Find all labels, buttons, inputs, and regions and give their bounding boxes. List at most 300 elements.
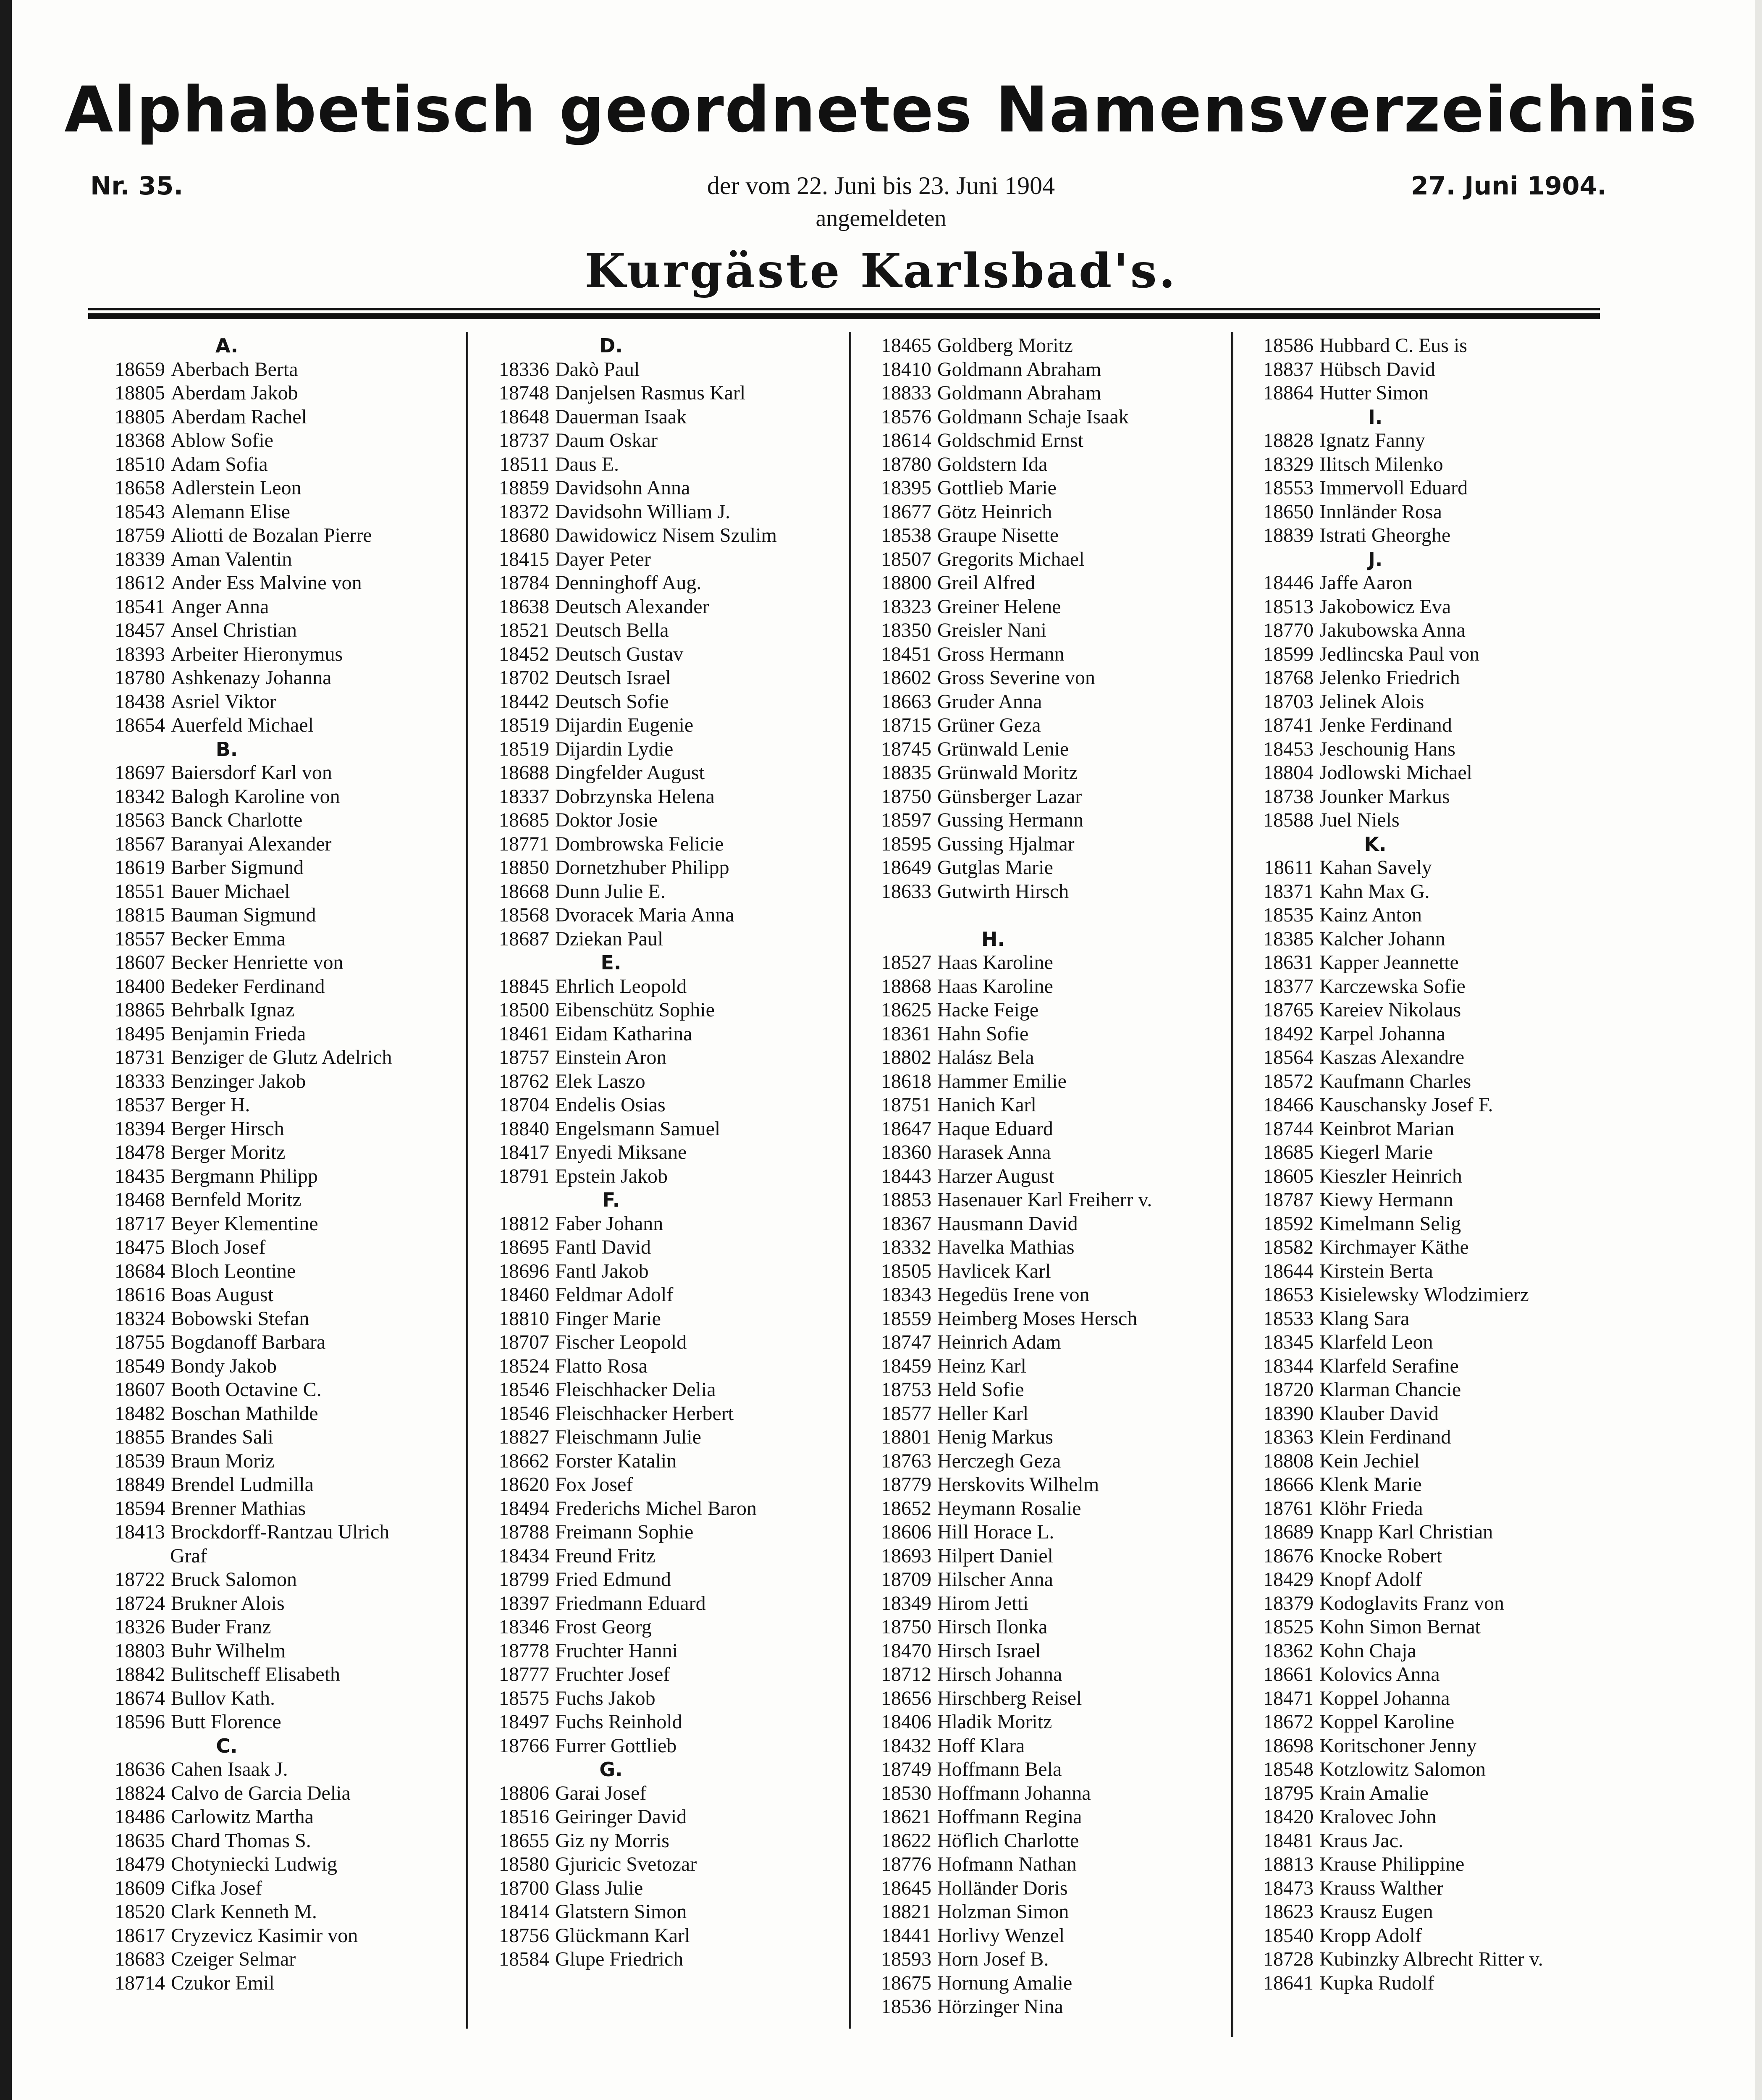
entry-name: Dziekan Paul [555, 927, 663, 950]
entry-name: Bobowski Stefan [171, 1307, 309, 1330]
entry-number: 18371 [1263, 880, 1314, 903]
entry-number: 18803 [115, 1639, 165, 1662]
entry-number: 18597 [881, 809, 931, 831]
entry-number: 18611 [1264, 856, 1314, 879]
section-letter: J. [1368, 548, 1383, 571]
entry-name: Goldmann Abraham [937, 358, 1101, 381]
entry-number: 18748 [499, 382, 549, 404]
entry-name: Kaufmann Charles [1319, 1070, 1471, 1092]
entry-number: 18530 [881, 1782, 931, 1804]
entry-number: 18349 [881, 1592, 931, 1614]
section-letter: H. [981, 927, 1005, 950]
list-item [1239, 595, 1608, 619]
entry-name: Kein Jechiel [1319, 1449, 1420, 1472]
entry-name: Chotyniecki Ludwig [171, 1853, 337, 1875]
entry-number: 18680 [499, 524, 549, 546]
entry-number: 18791 [499, 1165, 549, 1187]
entry-number: 18505 [881, 1260, 931, 1282]
entry-number: 18827 [499, 1426, 549, 1448]
entry-number: 18756 [499, 1924, 549, 1947]
entry-name: Kainz Anton [1319, 904, 1422, 926]
entry-number: 18750 [881, 785, 931, 808]
list-item [475, 500, 844, 524]
entry-number: 18859 [499, 477, 549, 499]
list-item [1239, 1615, 1608, 1639]
entry-name: Hacke Feige [937, 999, 1039, 1021]
list-item [1239, 1687, 1608, 1711]
entry-number: 18697 [115, 761, 165, 784]
entry-name: Ehrlich Leopold [555, 975, 687, 998]
list-item [857, 1615, 1226, 1639]
entry-number: 18553 [1263, 477, 1314, 499]
entry-name: Henig Markus [937, 1426, 1053, 1448]
entry-number: 18812 [499, 1212, 549, 1235]
entry-name: Jelenko Friedrich [1319, 667, 1460, 689]
header-rule-thick [88, 313, 1600, 319]
entry-name: Cryzevicz Kasimir von [171, 1924, 358, 1947]
entry-number: 18584 [499, 1948, 549, 1970]
list-item [1239, 1829, 1608, 1853]
entry-name: Daum Oskar [555, 429, 658, 452]
list-item [1239, 1924, 1608, 1948]
entry-name: Istrati Gheorghe [1319, 524, 1451, 546]
entry-number: 18595 [881, 832, 931, 855]
list-item [857, 1236, 1226, 1260]
list-item [1239, 643, 1608, 667]
list-item [857, 1639, 1226, 1663]
entry-number: 18536 [881, 1995, 931, 2018]
entry-name: Dijardin Eugenie [555, 714, 694, 736]
list-item [90, 619, 460, 643]
list-item [475, 1449, 844, 1473]
entry-name: Innländer Rosa [1319, 500, 1442, 523]
entry-name: Beyer Klementine [171, 1212, 318, 1235]
entry-name: Hutter Simon [1319, 382, 1429, 404]
list-item [475, 1663, 844, 1687]
list-item [475, 1402, 844, 1426]
entry-number: 18722 [115, 1568, 165, 1591]
list-item [1239, 1093, 1608, 1117]
entry-number: 18345 [1263, 1331, 1314, 1353]
entry-number: 18333 [115, 1070, 165, 1092]
entry-number: 18753 [881, 1378, 931, 1401]
entry-number: 18432 [881, 1734, 931, 1757]
entry-name: Glass Julie [555, 1877, 643, 1899]
entry-number: 18685 [499, 809, 549, 831]
entry-name: Deutsch Israel [555, 667, 671, 689]
list-item [1239, 880, 1608, 904]
list-item [1239, 1022, 1608, 1046]
list-item [857, 595, 1226, 619]
entry-number: 18420 [1263, 1806, 1314, 1828]
entry-name: Grüner Geza [937, 714, 1041, 736]
entry-name: Eibenschütz Sophie [555, 999, 715, 1021]
section-letter: B. [215, 738, 238, 761]
entry-name: Krauss Walther [1319, 1877, 1444, 1899]
list-item [90, 1236, 460, 1260]
list-item [857, 1307, 1226, 1331]
list-item [857, 476, 1226, 500]
list-item [1239, 1354, 1608, 1378]
list-item [475, 714, 844, 738]
entry-name: Epstein Jakob [555, 1165, 668, 1187]
entry-number: 18350 [881, 619, 931, 641]
list-item [475, 1948, 844, 1971]
entry-number: 18400 [115, 975, 165, 998]
entry-number: 18546 [499, 1402, 549, 1425]
entry-number: 18724 [115, 1592, 165, 1614]
entry-name: Hasenauer Karl Freiherr v. [937, 1189, 1152, 1211]
entry-name: Hoffmann Johanna [937, 1782, 1091, 1804]
entry-name: Giz ny Morris [555, 1829, 669, 1852]
entry-name: Bruck Salomon [171, 1568, 297, 1591]
entry-name: Bulitscheff Elisabeth [171, 1663, 341, 1685]
entry-name: Freimann Sophie [555, 1521, 694, 1543]
entry-number: 18784 [499, 572, 549, 594]
entry-name: Krain Amalie [1319, 1782, 1429, 1804]
list-item [475, 405, 844, 429]
list-item [1239, 1307, 1608, 1331]
entry-name: Hirom Jetti [937, 1592, 1029, 1614]
entry-name: Kahan Savely [1319, 856, 1432, 879]
entry-number: 18684 [115, 1260, 165, 1282]
page-title: Alphabetisch geordnetes Namensverzeichnis [64, 74, 1698, 147]
column-divider-2 [849, 332, 851, 2029]
list-item [857, 690, 1226, 714]
entry-name: Kirchmayer Käthe [1319, 1236, 1469, 1258]
entry-name: Karczewska Sofie [1319, 975, 1466, 998]
list-item [857, 1473, 1226, 1497]
entry-name: Hanich Karl [937, 1094, 1036, 1116]
entry-number: 18470 [881, 1639, 931, 1662]
list-item [90, 714, 460, 738]
entry-number: 18563 [115, 809, 165, 831]
entry-number: 18750 [881, 1616, 931, 1638]
list-item [1239, 1544, 1608, 1568]
entry-name: Gussing Hjalmar [937, 832, 1075, 855]
entry-name: Fleischmann Julie [555, 1426, 701, 1448]
entry-number: 18659 [115, 358, 165, 381]
entry-name: Krause Philippine [1319, 1853, 1465, 1875]
entry-name: Horlivy Wenzel [937, 1924, 1065, 1947]
list-item [475, 453, 844, 477]
list-item [857, 1212, 1226, 1236]
entry-number: 18377 [1263, 975, 1314, 998]
entry-name: Jaffe Aaron [1319, 572, 1413, 594]
list-item [90, 1639, 460, 1663]
entry-name: Gutwirth Hirsch [937, 880, 1069, 903]
list-item [475, 524, 844, 548]
entry-name: Elek Laszo [555, 1070, 645, 1092]
entry-number: 18778 [499, 1639, 549, 1662]
list-item [857, 1117, 1226, 1141]
entry-name: Dornetzhuber Philipp [555, 856, 729, 879]
list-item [1239, 856, 1608, 880]
entry-number: 18868 [881, 975, 931, 998]
entry-name: Götz Heinrich [937, 500, 1052, 523]
entry-name: Alemann Elise [171, 500, 290, 523]
column-divider-1 [466, 332, 468, 2029]
entry-name: Endelis Osias [555, 1094, 666, 1116]
entry-name: Hirsch Israel [937, 1639, 1041, 1662]
entry-number: 18543 [115, 500, 165, 523]
entry-number: 18648 [499, 405, 549, 428]
entry-name: Gutglas Marie [937, 856, 1053, 879]
entry-number: 18368 [115, 429, 165, 452]
entry-name: Aman Valentin [171, 548, 292, 570]
list-item [1239, 1236, 1608, 1260]
list-item [90, 1378, 460, 1402]
entry-number: 18787 [1263, 1189, 1314, 1211]
entry-number: 18618 [881, 1070, 931, 1092]
entry-number: 18865 [115, 999, 165, 1021]
entry-name: Koppel Karoline [1319, 1711, 1455, 1733]
list-item [90, 500, 460, 524]
entry-number: 18650 [1263, 500, 1314, 523]
column-divider-3 [1231, 332, 1233, 2037]
entry-number: 18572 [1263, 1070, 1314, 1092]
entry-number: 18675 [881, 1971, 931, 1994]
entry-number: 18549 [115, 1354, 165, 1377]
entry-number: 18438 [115, 690, 165, 713]
list-item [475, 1378, 844, 1402]
entry-number: 18616 [115, 1284, 165, 1306]
entry-number: 18520 [115, 1900, 165, 1923]
entry-name: Eidam Katharina [555, 1022, 692, 1045]
entry-number: 18658 [115, 477, 165, 499]
list-item [90, 903, 460, 927]
entry-name: Hirschberg Reisel [937, 1687, 1082, 1709]
entry-name: Bloch Leontine [171, 1260, 296, 1282]
list-item [1239, 1877, 1608, 1900]
entry-number: 18850 [499, 856, 549, 879]
list-item [1239, 1971, 1608, 1995]
entry-number: 18768 [1263, 667, 1314, 689]
entry-name: Kimelmann Selig [1319, 1212, 1461, 1235]
entry-name: Ansel Christian [171, 619, 297, 641]
entry-name: Kubinzky Albrecht Ritter v. [1319, 1948, 1543, 1970]
entry-number: 18647 [881, 1117, 931, 1140]
entry-number: 18620 [499, 1473, 549, 1496]
entry-name: Haas Karoline [937, 975, 1053, 998]
entry-name: Kropp Adolf [1319, 1924, 1422, 1947]
entry-name: Ander Ess Malvine von [171, 572, 362, 594]
entry-name: Klöhr Frieda [1319, 1497, 1423, 1520]
entry-name: Fruchter Josef [555, 1663, 670, 1685]
entry-name: Cifka Josef [171, 1877, 262, 1899]
list-item [475, 1022, 844, 1046]
entry-number: 18360 [881, 1141, 931, 1163]
entry-number: 18704 [499, 1094, 549, 1116]
list-item [90, 1520, 460, 1544]
list-item [475, 643, 844, 667]
column-gap [857, 903, 1226, 927]
list-item [475, 1877, 844, 1900]
list-item [90, 998, 460, 1022]
announced-label: angemeldeten [815, 205, 947, 231]
entry-number: 18749 [881, 1758, 931, 1780]
entry-number: 18535 [1263, 904, 1314, 926]
list-item [90, 1568, 460, 1592]
entry-number: 18372 [499, 500, 549, 523]
list-item [90, 1615, 460, 1639]
entry-number: 18621 [881, 1806, 931, 1828]
entry-number: 18414 [499, 1900, 549, 1923]
entry-number: 18602 [881, 667, 931, 689]
list-item [90, 1307, 460, 1331]
list-item [475, 832, 844, 856]
entry-name: Fischer Leopold [555, 1331, 687, 1353]
entry-number: 18677 [881, 500, 931, 523]
list-item [1239, 1663, 1608, 1687]
entry-number: 18344 [1263, 1354, 1314, 1377]
entry-name: Czukor Emil [171, 1971, 275, 1994]
entry-number: 18835 [881, 761, 931, 784]
entry-name: Davidsohn Anna [555, 477, 690, 499]
list-item [90, 1473, 460, 1497]
entry-name: Dawidowicz Nisem Szulim [555, 524, 777, 546]
list-item [90, 453, 460, 477]
entry-name: Brandes Sali [171, 1426, 273, 1448]
entry-number: 18442 [499, 690, 549, 713]
entry-name: Berger Hirsch [171, 1117, 284, 1140]
entry-name: Fuchs Reinhold [555, 1711, 682, 1733]
list-item [90, 1141, 460, 1165]
entry-name: Adam Sofia [171, 453, 268, 475]
list-item [857, 1877, 1226, 1900]
entry-number: 18521 [499, 619, 549, 641]
entry-number: 18738 [1263, 785, 1314, 808]
list-item [1239, 619, 1608, 643]
list-item [90, 927, 460, 951]
entry-number: 18703 [1263, 690, 1314, 713]
list-item [1239, 453, 1608, 477]
list-item [1239, 1592, 1608, 1616]
entry-name: Klauber David [1319, 1402, 1439, 1425]
entry-number: 18453 [1263, 738, 1314, 760]
list-item [1239, 1212, 1608, 1236]
list-item [475, 619, 844, 643]
entry-name: Gross Severine von [937, 667, 1095, 689]
entry-number: 18511 [499, 453, 549, 475]
entry-number: 18367 [881, 1212, 931, 1235]
entry-name: Holländer Doris [937, 1877, 1068, 1899]
entry-name: Danjelsen Rasmus Karl [555, 382, 746, 404]
entry-name: Hoffmann Regina [937, 1806, 1082, 1828]
entry-name: Kapper Jeannette [1319, 951, 1459, 974]
list-item [475, 1473, 844, 1497]
list-item [475, 1425, 844, 1449]
entry-name: Doktor Josie [555, 809, 658, 831]
list-item [857, 1948, 1226, 1971]
entry-number: 18755 [115, 1331, 165, 1353]
entry-number: 18410 [881, 358, 931, 381]
entry-name: Kodoglavits Franz von [1319, 1592, 1504, 1614]
entry-number: 18625 [881, 999, 931, 1021]
entry-name: Finger Marie [555, 1307, 661, 1330]
list-item [1239, 1473, 1608, 1497]
entry-name: Kralovec John [1319, 1806, 1437, 1828]
entry-name: Hoff Klara [937, 1734, 1025, 1757]
list-item [475, 1070, 844, 1094]
list-item [857, 714, 1226, 738]
entry-number: 18500 [499, 999, 549, 1021]
entry-number: 18473 [1263, 1877, 1314, 1899]
list-item [857, 1093, 1226, 1117]
list-item [857, 405, 1226, 429]
list-item [1239, 1402, 1608, 1426]
entry-name: Karpel Johanna [1319, 1022, 1445, 1045]
entry-number: 18507 [881, 548, 931, 570]
entry-name: Aliotti de Bozalan Pierre [171, 524, 372, 546]
entry-name: Aberdam Rachel [171, 405, 307, 428]
entry-number: 18712 [881, 1663, 931, 1685]
list-item [857, 1260, 1226, 1284]
entry-name: Kotzlowitz Salomon [1319, 1758, 1486, 1780]
entry-number: 18779 [881, 1473, 931, 1496]
list-item [475, 1924, 844, 1948]
entry-name: Dingfelder August [555, 761, 705, 784]
entry-number: 18668 [499, 880, 549, 903]
entry-number: 18363 [1263, 1426, 1314, 1448]
list-item [90, 548, 460, 572]
list-item [90, 1425, 460, 1449]
entry-number: 18808 [1263, 1449, 1314, 1472]
entry-number: 18495 [115, 1022, 165, 1045]
entry-name: Bloch Josef [171, 1236, 266, 1258]
entry-name: Hirsch Johanna [937, 1663, 1062, 1685]
entry-name: Denninghoff Aug. [555, 572, 702, 594]
list-item [857, 1687, 1226, 1711]
list-item [90, 1971, 460, 1995]
entry-number: 18513 [1263, 595, 1314, 618]
list-item [475, 1639, 844, 1663]
list-item [90, 1070, 460, 1094]
list-item [475, 1331, 844, 1354]
issue-number: Nr. 35. [90, 171, 184, 201]
entry-name: Buder Franz [171, 1616, 271, 1638]
entry-number: 18362 [1263, 1639, 1314, 1662]
entry-name: Bergmann Philipp [171, 1165, 318, 1187]
list-item [475, 1283, 844, 1307]
entry-number: 18674 [115, 1687, 165, 1709]
list-item [857, 1497, 1226, 1521]
entry-name: Heymann Rosalie [937, 1497, 1081, 1520]
entry-number: 18715 [881, 714, 931, 736]
entry-number: 18459 [881, 1354, 931, 1377]
entry-name: Held Sofie [937, 1378, 1024, 1401]
entry-name: Jedlincska Paul von [1319, 643, 1480, 665]
entry-number: 18557 [115, 927, 165, 950]
list-item [90, 1948, 460, 1971]
list-item [1239, 1568, 1608, 1592]
entry-number: 18475 [115, 1236, 165, 1258]
list-item [857, 1734, 1226, 1758]
entry-number: 18332 [881, 1236, 931, 1258]
list-item [90, 1497, 460, 1521]
entry-number: 18468 [115, 1189, 165, 1211]
entry-number: 18482 [115, 1402, 165, 1425]
entry-number: 18342 [115, 785, 165, 808]
entry-number: 18434 [499, 1544, 549, 1567]
entry-number: 18390 [1263, 1402, 1314, 1425]
list-item [1239, 1378, 1608, 1402]
list-item [1239, 761, 1608, 785]
list-item [90, 666, 460, 690]
entry-number: 18744 [1263, 1117, 1314, 1140]
entry-number: 18594 [115, 1497, 165, 1520]
entry-number: 18541 [115, 595, 165, 618]
